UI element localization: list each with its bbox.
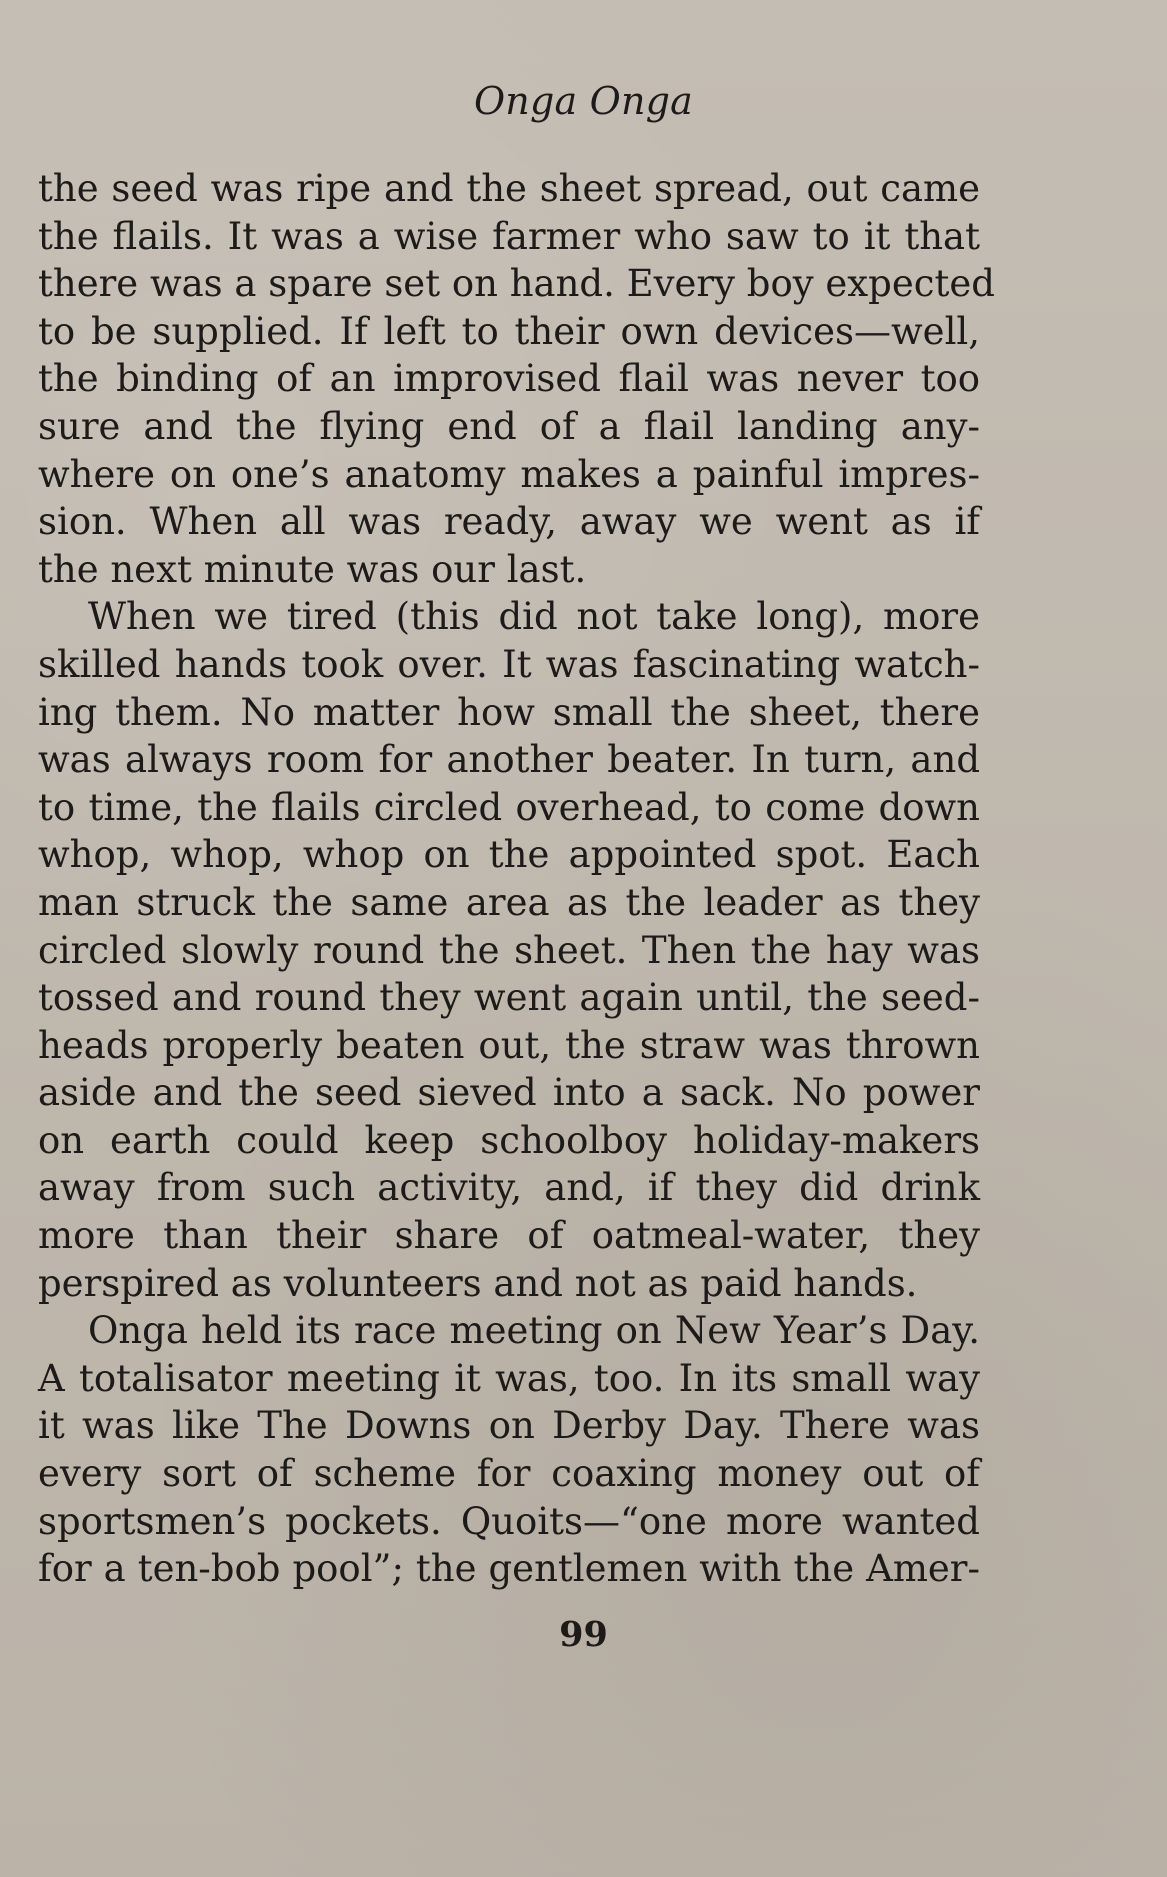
text-line: sportsmen’s pockets. Quoits—“one more wanted [38,1499,980,1543]
text-line: heads properly beaten out, the straw was thrown [38,1023,980,1067]
text-line: perspired as volunteers and not as paid hands. [38,1261,918,1305]
running-head: Onga Onga [473,79,694,123]
text-line: it was like The Downs on Derby Day. There was [38,1404,980,1448]
text-line: the binding of an improvised flail was never too [38,357,980,401]
text-line: on earth could keep schoolboy holiday-makers [38,1118,980,1162]
text-line: whop, whop, whop on the appointed spot. Each [38,833,980,877]
text-line: sure and the flying end of a flail landing any- [38,404,980,448]
text-line: to be supplied. If left to their own devices—well, [38,309,980,353]
text-line: aside and the seed sieved into a sack. No power [38,1071,980,1115]
body-text [38,165,995,1593]
text-line: more than their share of oatmeal-water, they [38,1214,980,1258]
text-line: was always room for another beater. In turn, and [38,738,980,782]
text-line: tossed and round they went again until, the seed- [38,976,980,1020]
text-line: the next minute was our last. [38,547,587,591]
text-line: A totalisator meeting it was, too. In its small way [38,1356,980,1400]
text-line: man struck the same area as the leader as they [38,880,980,924]
text-line: circled slowly round the sheet. Then the hay was [38,928,980,972]
text-line: the flails. It was a wise farmer who saw to it that [38,214,980,258]
text-line: away from such activity, and, if they did drink [38,1166,980,1210]
text-line: ing them. No matter how small the sheet, there [38,690,980,734]
text-line: sion. When all was ready, away we went as if [38,500,980,544]
text-line: the seed was ripe and the sheet spread, out came [38,167,980,210]
text-line: for a ten-bob pool”; the gentlemen with the Amer- [38,1547,980,1591]
page-number: 99 [559,1614,608,1655]
text-line: skilled hands took over. It was fascinating watch- [38,642,980,686]
text-line: every sort of scheme for coaxing money out of [38,1452,980,1496]
text-line: When we tired (this did not take long), more [88,595,980,639]
text-line: there was a spare set on hand. Every boy expected [38,262,995,306]
text-line: to time, the flails circled overhead, to come down [38,785,980,829]
text-line: Onga held its race meeting on New Year’s Day. [88,1309,980,1353]
text-line: where on one’s anatomy makes a painful impres- [38,452,980,496]
